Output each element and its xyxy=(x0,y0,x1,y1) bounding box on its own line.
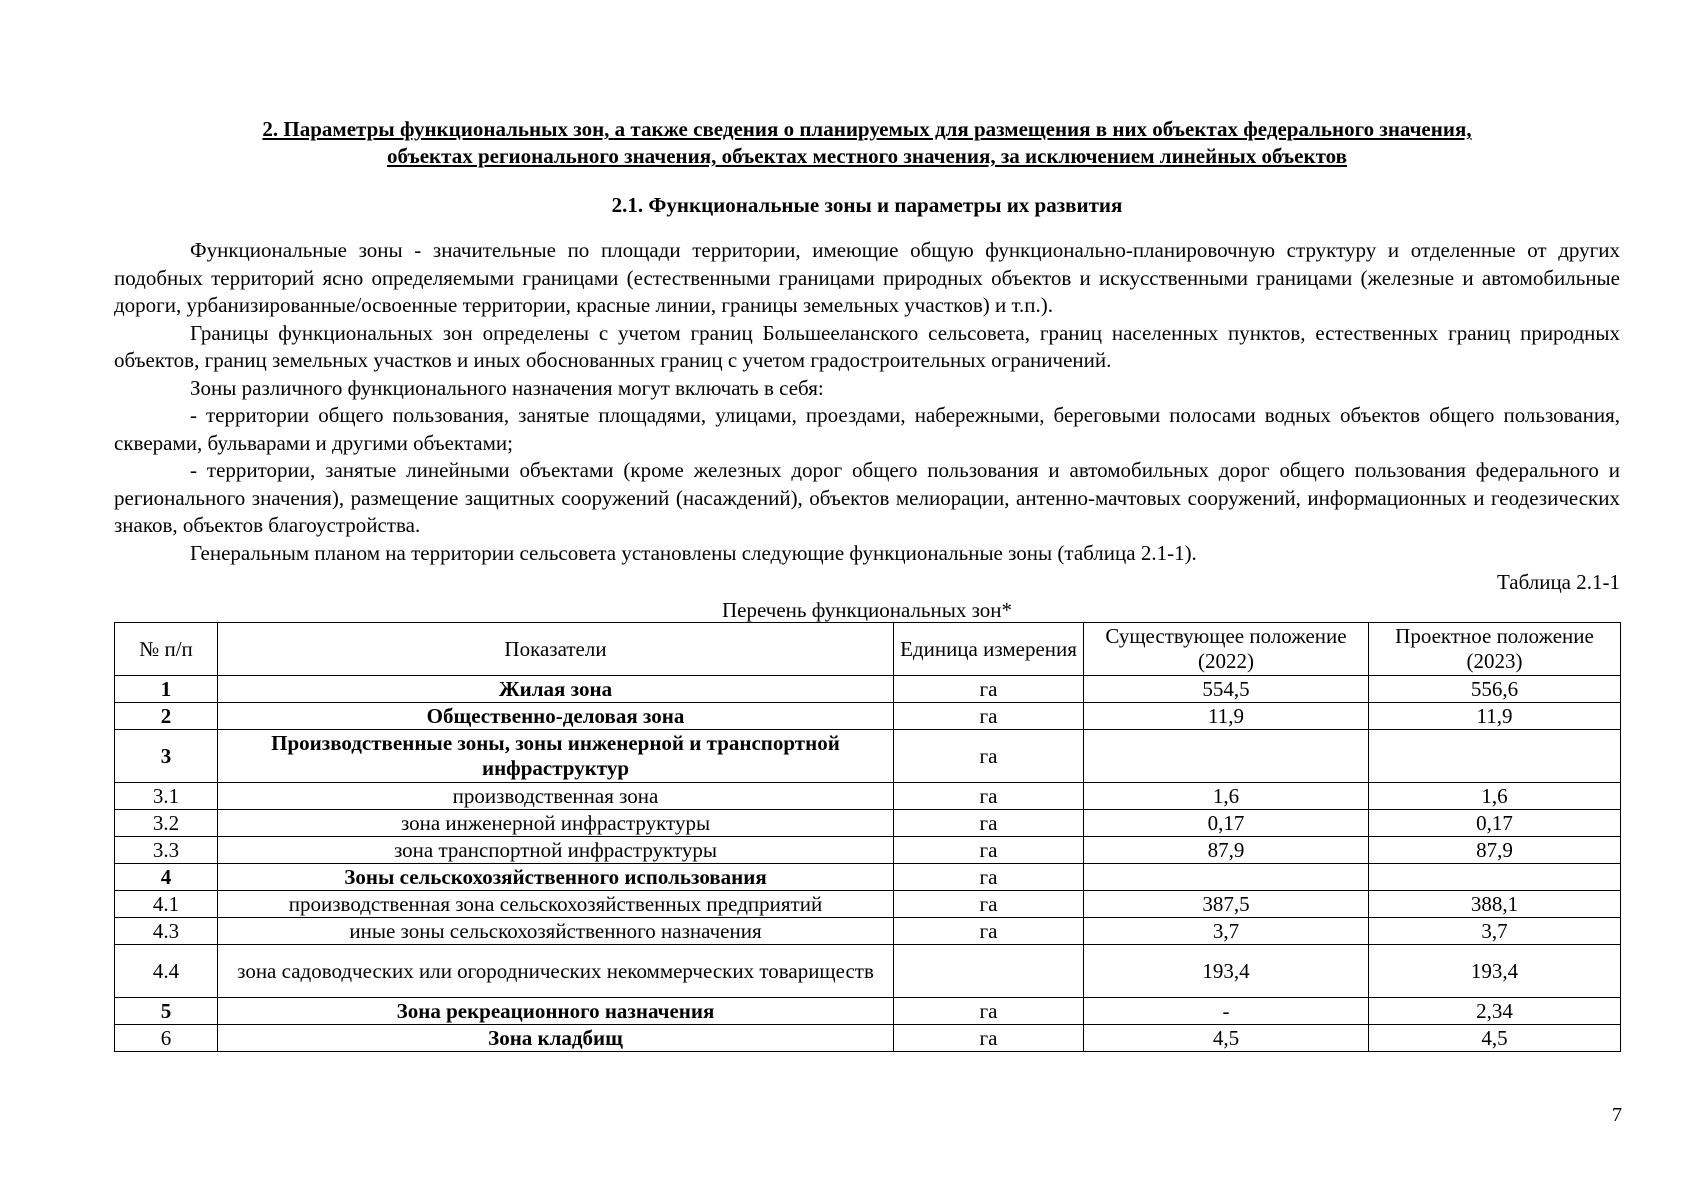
cell-indicator: Зона кладбищ xyxy=(218,1025,894,1052)
cell-indicator: иные зоны сельскохозяйственного назначения xyxy=(218,918,894,945)
cell-unit: га xyxy=(894,676,1084,703)
cell-existing: 4,5 xyxy=(1084,1025,1369,1052)
cell-unit: га xyxy=(894,703,1084,730)
table-header-row xyxy=(115,623,1621,676)
paragraph-boundaries: Границы функциональных зон определены с учетом границ Большееланского сельсовета, границ населенных пунктов, естественных границ природных объектов, границ земельных участков и иных обоснованных границ с учетом градостроительных ограничений. xyxy=(114,320,1620,372)
table-caption: Перечень функциональных зон* xyxy=(721,598,1013,622)
cell-indicator: Зона рекреационного назначения xyxy=(218,998,894,1025)
cell-number: 5 xyxy=(115,998,218,1025)
cell-project xyxy=(1369,864,1621,891)
cell-number: 6 xyxy=(115,1025,218,1052)
cell-project: 388,1 xyxy=(1369,891,1621,918)
header-number: № п/п xyxy=(115,623,218,676)
table-row xyxy=(115,1025,1621,1052)
cell-number: 3.1 xyxy=(115,783,218,810)
cell-unit: га xyxy=(894,998,1084,1025)
paragraph-list-item-linear: - территории, занятые линейными объектами (кроме железных дорог общего пользования и автомобильных дорог общего пользования федерального и регионального значения), размещение защитных сооружений (насаждений), объектов мелиорации, антенно-мачтовых сооружений, информационных и геодезических знаков, объектов благоустройства. xyxy=(114,458,1620,537)
main-title-line-1: 2. Параметры функциональных зон, а также сведения о планируемых для размещения в них объектах федерального значения, xyxy=(262,117,1472,141)
cell-number: 4.1 xyxy=(115,891,218,918)
cell-indicator: зона садоводческих или огороднических некоммерческих товариществ xyxy=(218,945,894,998)
document-page xyxy=(114,116,1620,1052)
cell-unit: га xyxy=(894,810,1084,837)
cell-indicator: Жилая зона xyxy=(218,676,894,703)
header-existing: Существующее положение (2022) xyxy=(1084,623,1369,676)
table-row xyxy=(115,945,1621,998)
section-subtitle: 2.1. Функциональные зоны и параметры их развития xyxy=(611,193,1123,217)
cell-unit: га xyxy=(894,918,1084,945)
cell-number: 4.4 xyxy=(115,945,218,998)
cell-unit: га xyxy=(894,837,1084,864)
cell-number: 3 xyxy=(115,730,218,783)
cell-project: 3,7 xyxy=(1369,918,1621,945)
cell-unit: га xyxy=(894,1025,1084,1052)
cell-indicator: Общественно-деловая зона xyxy=(218,703,894,730)
cell-unit: га xyxy=(894,783,1084,810)
cell-project: 193,4 xyxy=(1369,945,1621,998)
cell-number: 3.3 xyxy=(115,837,218,864)
page-number: 7 xyxy=(1612,1104,1622,1126)
paragraph-zones-include: Зоны различного функционального назначения могут включать в себя: xyxy=(190,375,824,400)
main-title-line-2: объектах регионального значения, объектах местного значения, за исключением линейных объектов xyxy=(387,144,1347,168)
cell-number: 3.2 xyxy=(115,810,218,837)
cell-project: 11,9 xyxy=(1369,703,1621,730)
table-row xyxy=(115,730,1621,783)
table-row xyxy=(115,998,1621,1025)
cell-indicator: производственная зона сельскохозяйственных предприятий xyxy=(218,891,894,918)
cell-existing: 1,6 xyxy=(1084,783,1369,810)
cell-number: 2 xyxy=(115,703,218,730)
cell-existing: 0,17 xyxy=(1084,810,1369,837)
cell-project: 2,34 xyxy=(1369,998,1621,1025)
table-row xyxy=(115,918,1621,945)
cell-project: 0,17 xyxy=(1369,810,1621,837)
cell-project: 1,6 xyxy=(1369,783,1621,810)
cell-project xyxy=(1369,730,1621,783)
cell-indicator: зона транспортной инфраструктуры xyxy=(218,837,894,864)
cell-unit: га xyxy=(894,891,1084,918)
table-row xyxy=(115,864,1621,891)
zones-table xyxy=(114,622,1621,1052)
table-row xyxy=(115,676,1621,703)
header-unit: Единица измерения xyxy=(894,623,1084,676)
cell-number: 4.3 xyxy=(115,918,218,945)
header-project: Проектное положение (2023) xyxy=(1369,623,1621,676)
cell-unit: га xyxy=(894,730,1084,783)
cell-indicator: Зоны сельскохозяйственного использования xyxy=(218,864,894,891)
cell-existing: 11,9 xyxy=(1084,703,1369,730)
cell-project: 556,6 xyxy=(1369,676,1621,703)
cell-existing xyxy=(1084,730,1369,783)
table-row xyxy=(115,837,1621,864)
table-row xyxy=(115,783,1621,810)
cell-existing: 3,7 xyxy=(1084,918,1369,945)
cell-project: 87,9 xyxy=(1369,837,1621,864)
cell-existing: 554,5 xyxy=(1084,676,1369,703)
table-row xyxy=(115,703,1621,730)
paragraph-general-plan: Генеральным планом на территории сельсовета установлены следующие функциональные зоны (таблица 2.1-1). xyxy=(190,540,1197,565)
cell-existing xyxy=(1084,864,1369,891)
cell-existing: 87,9 xyxy=(1084,837,1369,864)
cell-number: 4 xyxy=(115,864,218,891)
table-row xyxy=(115,891,1621,918)
cell-number: 1 xyxy=(115,676,218,703)
main-title xyxy=(114,116,1620,170)
paragraph-list-item-public: - территории общего пользования, занятые площадями, улицами, проездами, набережными, береговыми полосами водных объектов общего пользования, скверами, бульварами и другими объектами; xyxy=(114,403,1620,455)
paragraph-definition: Функциональные зоны - значительные по площади территории, имеющие общую функционально-планировочную структуру и отделенные от других подобных территорий ясно определяемыми границами (естественными границами природных объектов и искусственными границами (железные и автомобильные дороги, урбанизированные/освоенные территории, красные линии, границы земельных участков) и т.п.). xyxy=(114,238,1620,317)
cell-existing: 387,5 xyxy=(1084,891,1369,918)
cell-indicator: Производственные зоны, зоны инженерной и транспортной инфраструктур xyxy=(218,730,894,783)
header-indicators: Показатели xyxy=(218,623,894,676)
cell-indicator: производственная зона xyxy=(218,783,894,810)
cell-indicator: зона инженерной инфраструктуры xyxy=(218,810,894,837)
table-number: Таблица 2.1-1 xyxy=(1496,570,1620,594)
cell-existing: - xyxy=(1084,998,1369,1025)
cell-project: 4,5 xyxy=(1369,1025,1621,1052)
cell-existing: 193,4 xyxy=(1084,945,1369,998)
cell-unit: га xyxy=(894,864,1084,891)
cell-unit xyxy=(894,945,1084,998)
table-row xyxy=(115,810,1621,837)
